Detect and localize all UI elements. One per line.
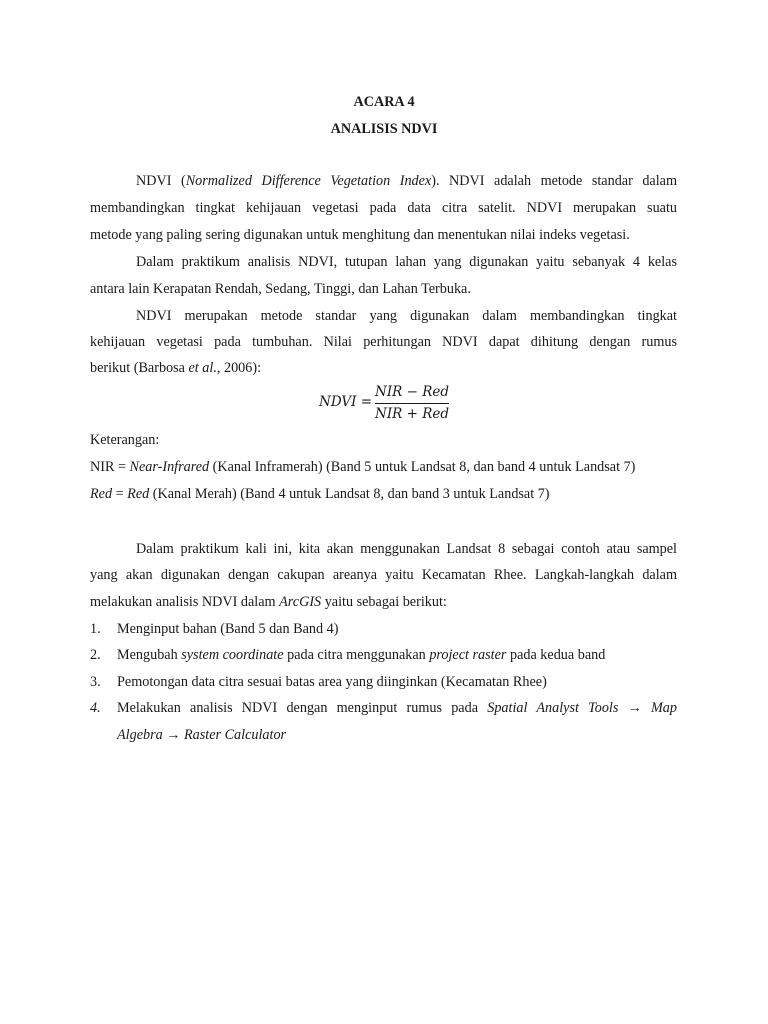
- para1-text: NDVI (: [136, 173, 186, 189]
- step-text-part: Melakukan analisis NDVI dengan menginput rumus pada: [117, 700, 488, 716]
- step-term: Spatial Analyst Tools: [487, 700, 619, 716]
- para3-line2: kehijauan vegetasi pada tumbuhan. Nilai perhitungan NDVI dapat dihitung dengan rumus: [90, 334, 677, 350]
- para3-text: , 2006):: [216, 360, 262, 376]
- para4-line3: [90, 594, 677, 611]
- legend-nir: [90, 459, 635, 476]
- step-number: 2.: [90, 647, 101, 663]
- citation-italic: et al.: [188, 360, 217, 376]
- formula-numerator: NIR − Red: [375, 384, 449, 400]
- arrow-glyph: →: [162, 727, 184, 743]
- step-text-part: pada citra menggunakan: [283, 647, 430, 663]
- para3-text: berikut (Barbosa: [90, 360, 189, 376]
- para3-line3: [90, 360, 677, 377]
- chapter-title: ACARA 4: [353, 94, 415, 110]
- legend-red-eq: =: [112, 486, 128, 502]
- step-term: project raster: [429, 647, 507, 663]
- legend-red-label: Red: [90, 486, 113, 502]
- fraction-bar: [375, 403, 449, 404]
- para4-line2: yang akan digunakan dengan cakupan areanya yaitu Kecamatan Rhee. Langkah-langkah dalam: [90, 567, 677, 583]
- formula-fraction: [375, 384, 449, 422]
- step-term: Raster Calculator: [184, 727, 287, 743]
- step-text-part: pada kedua band: [506, 647, 606, 663]
- para2-line1: Dalam praktikum analisis NDVI, tutupan lahan yang digunakan yaitu sebanyak 4 kelas: [136, 254, 677, 270]
- step-number: 4.: [90, 700, 101, 716]
- step-term: Algebra: [117, 727, 163, 743]
- software-name: ArcGIS: [279, 594, 322, 610]
- para1-text: ). NDVI adalah metode standar dalam: [431, 173, 678, 189]
- step-text: Menginput bahan (Band 5 dan Band 4): [117, 621, 339, 637]
- legend-red-desc: (Kanal Merah) (Band 4 untuk Landsat 8, dan band 3 untuk Landsat 7): [149, 486, 550, 502]
- arrow-glyph: →: [618, 700, 651, 716]
- legend-nir-label: NIR =: [90, 459, 130, 475]
- para1-italic-term: Normalized Difference Vegetation Index: [185, 173, 432, 189]
- step-text: [117, 700, 677, 717]
- legend-red-term: Red: [127, 486, 150, 502]
- step-number: 1.: [90, 621, 101, 637]
- formula-lhs: NDVI =: [319, 394, 373, 410]
- step-text: Pemotongan data citra sesuai batas area yang diinginkan (Kecamatan Rhee): [117, 674, 547, 690]
- para3-line1: NDVI merupakan metode standar yang digunakan dalam membandingkan tingkat: [136, 308, 677, 324]
- legend-nir-desc: (Kanal Inframerah) (Band 5 untuk Landsat 8, dan band 4 untuk Landsat 7): [209, 459, 636, 475]
- step-text: [117, 647, 605, 664]
- step-number: 3.: [90, 674, 101, 690]
- para4-text: yaitu sebagai berikut:: [321, 594, 447, 610]
- para1-line1: [136, 173, 677, 190]
- para1-line2: membandingkan tingkat kehijauan vegetasi pada data citra satelit. NDVI merupakan suatu: [90, 200, 677, 216]
- para4-line1: Dalam praktikum kali ini, kita akan menggunakan Landsat 8 sebagai contoh atau sampel: [136, 541, 677, 557]
- para2-line2: antara lain Kerapatan Rendah, Sedang, Tinggi, dan Lahan Terbuka.: [90, 281, 471, 297]
- step-text-part: Mengubah: [117, 647, 182, 663]
- para1-line3: metode yang paling sering digunakan untuk menghitung dan menentukan nilai indeks vegetasi.: [90, 227, 630, 243]
- para4-text: melakukan analisis NDVI dalam: [90, 594, 280, 610]
- step-text-line2: [117, 727, 286, 744]
- legend-red: [90, 486, 550, 503]
- step-term: Map: [650, 700, 677, 716]
- legend-heading: Keterangan:: [90, 432, 160, 448]
- formula-denominator: NIR + Red: [375, 406, 449, 422]
- legend-nir-term: Near-Infrared: [129, 459, 210, 475]
- step-term: system coordinate: [181, 647, 284, 663]
- section-title: ANALISIS NDVI: [330, 121, 438, 137]
